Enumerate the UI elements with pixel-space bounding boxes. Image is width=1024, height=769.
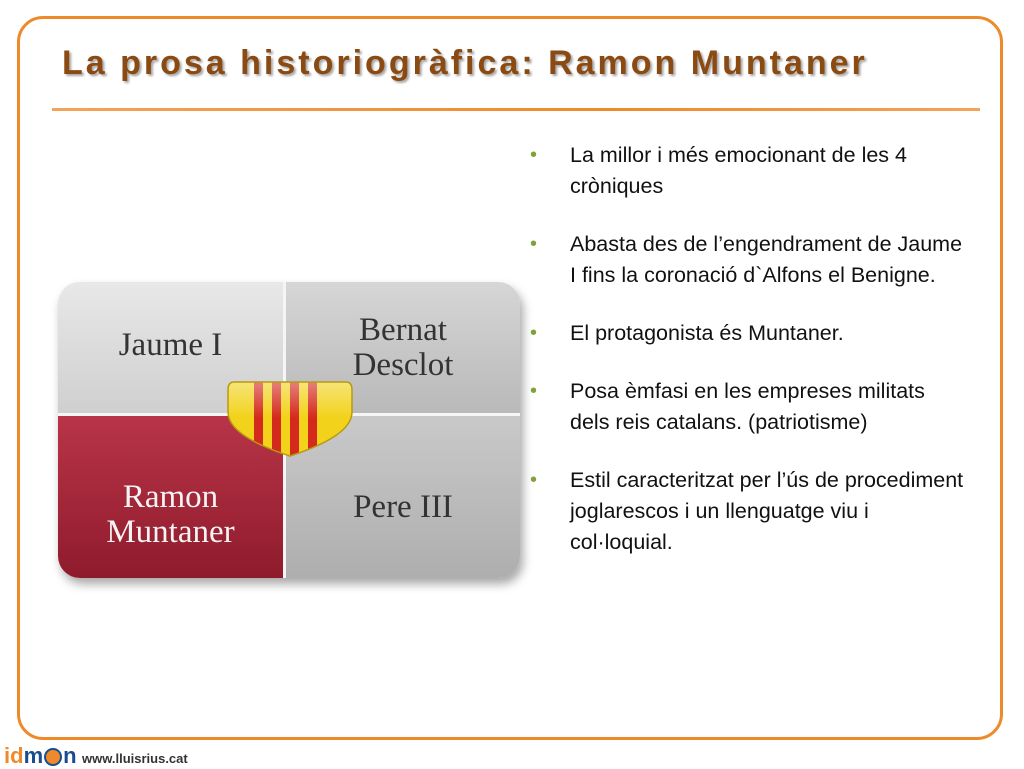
- quadrant-label: Jaume I: [118, 327, 223, 364]
- list-item: • La millor i més emocionant de les 4 cròniques: [528, 140, 968, 202]
- bullet-dot: •: [530, 322, 538, 344]
- bullet-dot: •: [530, 380, 538, 402]
- quadrant-label: Ramon Muntaner: [106, 479, 235, 550]
- list-item: • Abasta des de l’engendrament de Jaume I fins la coronació d`Alfons el Benigne.: [528, 229, 968, 291]
- slide-title: La prosa historiogràfica: Ramon Muntaner: [62, 44, 868, 82]
- title-divider: [52, 108, 980, 111]
- list-item: • Estil caracteritzat per l’ús de procediment joglarescos i un llenguatge viu i col·loquial.: [528, 465, 968, 558]
- logo-circle-icon: [44, 748, 62, 766]
- bullet-dot: •: [530, 469, 538, 491]
- list-item: • El protagonista és Muntaner.: [528, 318, 968, 349]
- idmon-logo: id m n: [4, 743, 77, 768]
- catalan-flag-shield-icon: [224, 378, 356, 458]
- bullet-list: [528, 140, 968, 585]
- bullet-dot: •: [530, 144, 538, 166]
- bullet-dot: •: [530, 233, 538, 255]
- quadrant-label: Pere III: [353, 488, 453, 525]
- footer-url: www.lluisrius.cat: [82, 751, 188, 766]
- quadrant-label: Bernat Desclot: [352, 311, 454, 383]
- list-item: • Posa èmfasi en les empreses militats dels reis catalans. (patriotisme): [528, 376, 968, 438]
